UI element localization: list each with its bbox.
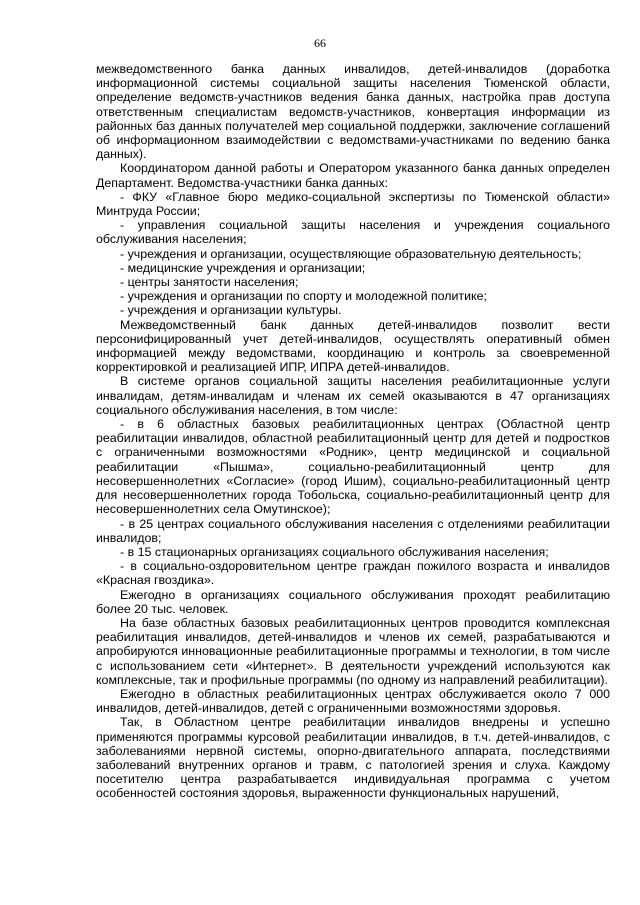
list-item: - в 25 центрах социального обслуживания населения с отделениями реабилитации инвалидов; <box>96 516 610 545</box>
paragraph: Ежегодно в областных реабилитационных центрах обслуживается около 7 000 инвалидов, детей-инвалидов, детей с ограниченными возможностями здоровья. <box>96 686 610 716</box>
list-item: - в 6 областных базовых реабилитационных центрах (Областной центр реабилитации инвалидов, областной реабилитационный центр для детей и подростков с ограниченными возможностями «Родник», центр медицинской и социальной реабилитации «Пышма», социально-реабилитационный центр для несовершеннолетних «Согласие» (город Ишим), социально-реабилитационный центр для несовершеннолетних города Тобольска, социально-реабилитационный центр для несовершеннолетних села Омутинское); <box>96 417 610 517</box>
paragraph: Координатором данной работы и Оператором указанного банка данных определен Департамент. Ведомства-участники банка данных: <box>96 161 610 190</box>
paragraph: межведомственного банка данных инвалидов, детей-инвалидов (доработка информационной системы социальной защиты населения Тюменской области, определение ведомств-участников ведения банка данных, настройка прав доступа ответственным специалистам ведомств-участников, конвертация информации из районных баз данных получателей мер социальной поддержки, заключение соглашений об информационном взаимодействии с ведомствами-участниками по ведению банка данных). <box>96 62 610 162</box>
list-item: - учреждения и организации, осуществляющие образовательную деятельность; <box>120 246 582 261</box>
list-item: - управления социальной защиты населения и учреждения социального обслуживания населения; <box>96 218 610 247</box>
list-item: - в 15 стационарных организациях социального обслуживания населения; <box>120 544 549 559</box>
paragraph: На базе областных базовых реабилитационных центров проводится комплексная реабилитация инвалидов, детей-инвалидов и членов их семей, разрабатываются и апробируются инновационные реабилитационные программы и технологии, в том числе с использованием сети «Интернет». В деятельности учреждений используются как комплексные, так и профильные программы (по одному из направлений реабилитации). <box>96 615 610 687</box>
list-item: - медицинские учреждения и организации; <box>120 260 366 275</box>
paragraph: Так, в Областном центре реабилитации инвалидов внедрены и успешно применяются программы курсовой реабилитации инвалидов, в т.ч. детей-инвалидов, с заболеваниями нервной системы, опорно-двигательного аппарата, последствиями заболеваний внутренних органов и травм, с патологией зрения и слуха. Каждому посетителю центра разрабатывается индивидуальная программа с учетом особенностей состояния здоровья, выраженности функциональных нарушений, <box>96 715 610 801</box>
list-item: - учреждения и организации по спорту и молодежной политике; <box>120 289 487 304</box>
list-item: - учреждения и организации культуры. <box>120 303 342 318</box>
page-number: 66 <box>314 36 326 50</box>
paragraph: Ежегодно в организациях социального обслуживания проходят реабилитацию более 20 тыс. человек. <box>96 587 610 616</box>
list-item: - в социально-оздоровительном центре граждан пожилого возраста и инвалидов «Красная гвоздика». <box>96 559 610 588</box>
list-item: - ФКУ «Главное бюро медико-социальной экспертизы по Тюменской области» Минтруда России; <box>96 189 610 219</box>
list-item: - центры занятости населения; <box>120 275 299 290</box>
document-body <box>96 62 610 801</box>
paragraph: В системе органов социальной защиты населения реабилитационные услуги инвалидам, детям-инвалидам и членам их семей оказываются в 47 организациях социального обслуживания населения, в том числе: <box>96 374 610 417</box>
paragraph: Межведомственный банк данных детей-инвалидов позволит вести персонифицированный учет детей-инвалидов, осуществлять оперативный обмен информацией между ведомствами, координацию и контроль за своевременной корректировкой и реализацией ИПР, ИПРА детей-инвалидов. <box>96 317 610 375</box>
